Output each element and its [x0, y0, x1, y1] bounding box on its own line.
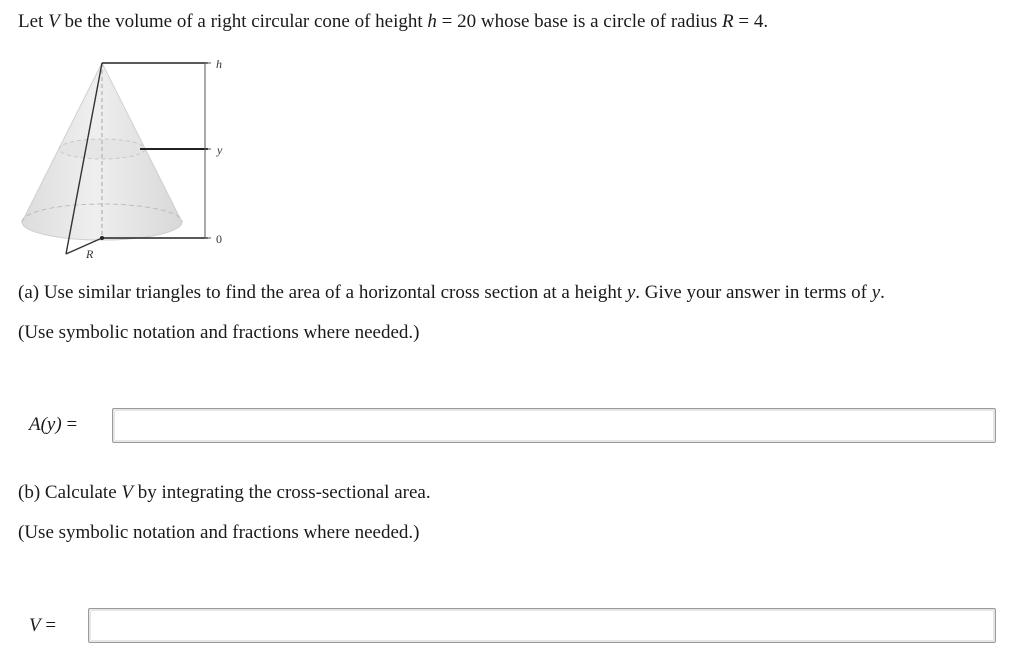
radius-value: = 4.: [733, 11, 769, 32]
intro-text: be the volume of a right circular cone of height: [59, 11, 428, 32]
part-a-var-y: y: [626, 282, 636, 303]
height-value: = 20 whose base is a circle of radius: [436, 11, 722, 32]
part-a-text: . Give your answer in terms of: [635, 282, 872, 303]
part-a-question: [18, 281, 885, 305]
answer-a-label: [29, 413, 77, 437]
part-b-var-v: V: [121, 482, 134, 503]
label-zero: 0: [216, 232, 222, 246]
problem-statement: [18, 10, 768, 34]
label-y: y: [217, 143, 223, 157]
answer-b-input[interactable]: [88, 608, 996, 643]
intro-text: Let: [18, 11, 49, 32]
height-symbol: h: [427, 11, 437, 32]
equals-sign: =: [61, 414, 78, 435]
part-b-text: by integrating the cross-sectional area.: [133, 482, 431, 503]
part-a-text: (a) Use similar triangles to find the area of a horizontal cross section at a height: [18, 282, 627, 303]
part-a-hint: (Use symbolic notation and fractions where needed.): [18, 322, 420, 343]
cone-figure: [18, 50, 248, 265]
answer-a-input[interactable]: [112, 408, 996, 443]
part-a-text: .: [880, 282, 885, 303]
label-R: R: [86, 247, 94, 261]
part-b-text: (b) Calculate: [18, 482, 122, 503]
equals-sign: =: [40, 615, 57, 636]
answer-b-label: [29, 614, 56, 638]
part-b-question: [18, 481, 431, 505]
volume-symbol: V: [48, 11, 60, 32]
center-dot: [100, 236, 104, 240]
label-h: h: [216, 57, 222, 71]
area-function-symbol: A(y): [29, 414, 62, 435]
part-a-var-y: y: [871, 282, 881, 303]
part-b-hint: (Use symbolic notation and fractions where needed.): [18, 522, 420, 543]
radius-symbol: R: [722, 11, 734, 32]
volume-symbol: V: [29, 615, 41, 636]
radius-line: [66, 238, 102, 254]
